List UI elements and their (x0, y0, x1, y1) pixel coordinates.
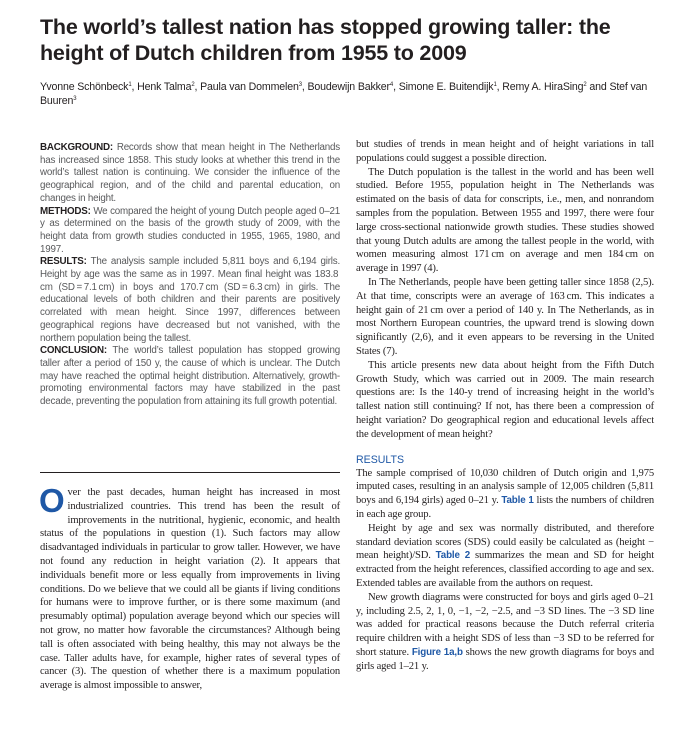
abstract (40, 142, 340, 409)
abstract-divider (40, 472, 340, 473)
body-paragraph: New growth diagrams were constructed for boys and girls aged 0–21 y, including 2.5, 2, 1, 0, −1, −2, −2.5, and −3 SD lines. The −3 SD line was added for practical reasons because the Dutch referral criteria require children with a height SDS of less than −3 SD to be referred for short stature. Figure 1a,b shows the new growth diagrams for boys and girls aged 1–21 y. (356, 591, 654, 672)
author: Remy A. HiraSing$^2$ (502, 81, 587, 93)
body-paragraph: This article presents new data about height from the Fifth Dutch Growth Study, which was carried out in 2009. The main research questions are: Is the 140-y trend of increasing height in the world’s tallest nation still continuing? If not, has there been a compression of height variation? Do geographical region and educational levels affect the development of mean height? (356, 359, 654, 440)
right-column (356, 138, 654, 673)
author: Boudewijn Bakker$^4$ (307, 81, 394, 93)
body-paragraph: but studies of trends in mean height and of height variations in tall populations could suggest a possible direction. (356, 139, 654, 164)
author: Stef van Buuren$^3$ (40, 81, 648, 107)
author: Yvonne Schönbeck$^1$ (40, 81, 132, 93)
article-title: The world’s tallest nation has stopped growing taller: the height of Dutch children from 1955 to 2009 (40, 15, 611, 65)
author: Paula van Dommelen$^3$ (200, 81, 302, 93)
abstract-label: BACKGROUND: (40, 142, 113, 153)
author: Henk Talma$^2$ (137, 81, 195, 93)
abstract-conclusion: CONCLUSION: The world’s tallest population has stopped growing taller after a period of 150 y, the cause of which is unclear. The Dutch may have reached the optimal height distribution. Alternatively, growth-promoting environmental factors may have stabilized in the past decade, preventing the population from attaining its full growth potential. (40, 345, 340, 408)
author-conjunction: and (589, 81, 607, 93)
body-paragraph: The Dutch population is the tallest in the world and has been well studied. Before 1955, population height in The Netherlands was estimated on the basis of data for conscripts, i.e., men, and nonrandom samples from the population. Between 1955 and 1997, there were four large cross-sectional nationwide growth studies. These studies showed that young Dutch adults are among the tallest people in the world, with women measuring almost 171 cm on average and men 184 cm on average in 1997 (4). (356, 166, 654, 275)
introduction (39, 482, 340, 693)
drop-cap: O (39, 482, 65, 519)
abstract-methods: METHODS: We compared the height of young Dutch people aged 0–21 y as determined on the basis of the growth study of 2009, with the height data from growth studies conducted in 1955, 1965, 1980, and 1997. (40, 205, 340, 255)
abstract-label: CONCLUSION: (40, 345, 107, 357)
abstract-label: METHODS: (40, 205, 91, 217)
intro-paragraph: Over the past decades, human height has increased in most industrialized countries. This trend has been the result of improvements in the nutritional, hygienic, economic, and health status of the populations in question (1). Such factors may allow disadvantaged individuals in particular to grow taller. However, we have not found any reduction in height variation (2). It appears that individuals benefit more or less equally from improvements in living conditions. Do we believe that we could all be giants if living conditions for humans were to improve further, or is there some maximum (and presumably optimal) population average beyond which our species will not grow, no matter how favorable the circumstances? Although being tall is often associated with being healthy, this may not always be the case. Taller adults have, for example, higher rates of several types of cancer (3). The question of whether there is a maximum population average is almost impossible to answer, (39, 482, 340, 692)
abstract-label: RESULTS: (40, 256, 87, 268)
table-2-link[interactable]: Table 2 (435, 550, 471, 562)
body-paragraph: The sample comprised of 10,030 children of Dutch origin and 1,975 imputed cases, resulting in an analysis sample of 12,005 children (5,811 boys and 6,194 girls) aged 0–21 y. Table 1 lists the numbers of children in each age group. (356, 467, 655, 520)
results-heading: RESULTS (356, 453, 405, 466)
author: Simone E. Buitendijk$^1$ (398, 81, 497, 93)
body-paragraph: In The Netherlands, people have been getting taller since 1858 (2,5). At that time, conscripts were an average of 163 cm. This indicates a height gain of 21 cm over a period of 140 y. In The Netherlands, as in most Northern European countries, the upward trend is slowing down significantly (2,6), and it even appears to be reversing in the United States (7). (356, 276, 654, 357)
body-paragraph: Height by age and sex was normally distributed, and therefore standard deviation scores (SDS) could easily be calculated as (height − mean height)/SD. Table 2 summarizes the mean and SD for height extracted from the height references, classified according to age and sex. Extended tables are available from the authors on request. (356, 522, 654, 589)
figure-1-link[interactable]: Figure 1a,b (411, 646, 463, 658)
author-list: Yvonne Schönbeck$^1$, Henk Talma$^2$, Paula van Dommelen$^3$, Boudewijn Bakker$^4$, Simone E. Buitendijk$^1$, Remy A. HiraSing$^2$ and Stef van Buuren$^3$ (40, 81, 648, 107)
abstract-background: BACKGROUND: Records show that mean height in The Netherlands has increased since 1858. This study looks at whether this trend in the world’s tallest nation is continuing. We consider the influence of the geographical region, and of the child and parental education, on changes in height. (40, 142, 340, 204)
table-1-link[interactable]: Table 1 (501, 495, 534, 507)
abstract-results: RESULTS: The analysis sample included 5,811 boys and 6,194 girls. Height by age was the same as in 1997. Mean final height was 183.8 cm (SD = 7.1 cm) in boys and 170.7 cm (SD = 6.3 cm) in girls. The educational levels of both children and their parents are positively correlated with mean height. Since 1997, differences between geographical regions have decreased but not vanished, with the northern population being the tallest. (40, 256, 340, 344)
